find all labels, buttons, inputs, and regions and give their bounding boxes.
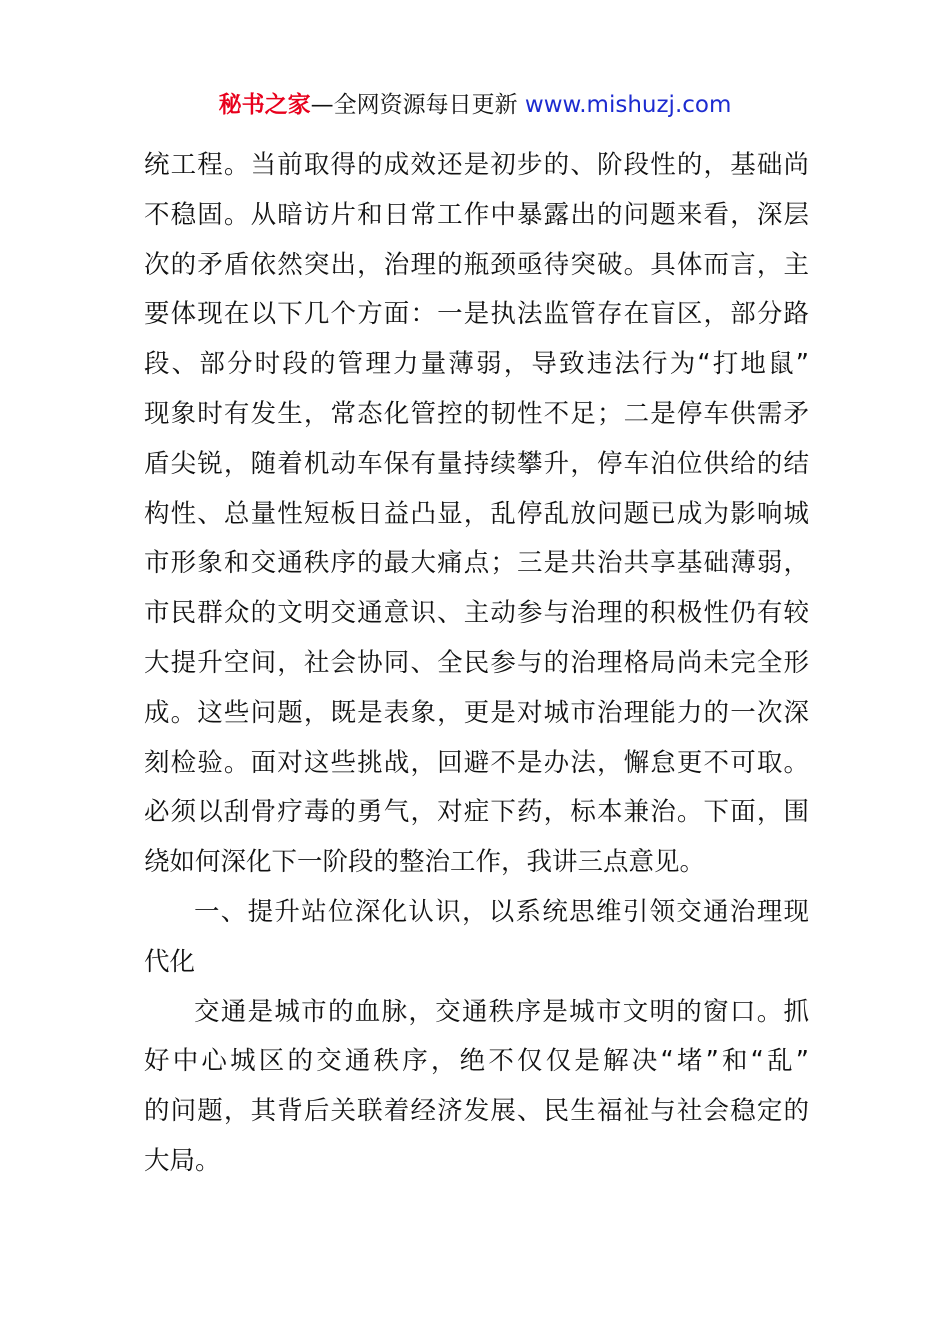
text-line: 大提升空间，社会协同、全民参与的治理格局尚未完全形 (144, 647, 809, 678)
text-line: 不稳固。从暗访片和日常工作中暴露出的问题来看，深层 (144, 199, 809, 230)
text-line: 次的矛盾依然突出，治理的瓶颈亟待突破。具体而言，主 (144, 249, 809, 280)
section-heading-line: 一、提升站位深化认识，以系统思维引领交通治理现 (194, 896, 809, 927)
text-line: 刻检验。面对这些挑战，回避不是办法，懈怠更不可取。 (144, 747, 809, 778)
text-line: 构性、总量性短板日益凸显，乱停乱放问题已成为影响城 (144, 498, 809, 529)
text-line: 必须以刮骨疗毒的勇气，对症下药，标本兼治。下面，围 (144, 797, 809, 828)
text-line: 成。这些问题，既是表象，更是对城市治理能力的一次深 (144, 697, 809, 728)
site-url: www.mishuzj.com (524, 92, 732, 118)
text-line: 统工程。当前取得的成效还是初步的、阶段性的，基础尚 (144, 150, 809, 180)
section-heading-line: 代化 (144, 946, 196, 977)
text-line: 大局。 (144, 1145, 221, 1176)
text-line: 绕如何深化下一阶段的整治工作，我讲三点意见。 (144, 847, 706, 878)
text-line: 段、部分时段的管理力量薄弱，导致违法行为“打地鼠” (144, 349, 809, 380)
text-line: 好中心城区的交通秩序，绝不仅仅是解决“堵”和“乱” (144, 1046, 809, 1077)
text-line: 的问题，其背后关联着经济发展、民生福祉与社会稳定的 (144, 1096, 809, 1127)
document-body (144, 141, 809, 1187)
text-line: 现象时有发生，常态化管控的韧性不足；二是停车供需矛 (144, 398, 809, 429)
text-line: 市民群众的文明交通意识、主动参与治理的积极性仍有较 (144, 598, 809, 629)
text-line: 交通是城市的血脉，交通秩序是城市文明的窗口。抓 (194, 996, 809, 1027)
text-line: 市形象和交通秩序的最大痛点；三是共治共享基础薄弱， (144, 548, 809, 579)
site-slogan: —全网资源每日更新 (310, 92, 518, 118)
watermark-header (0, 88, 950, 122)
text-line: 盾尖锐，随着机动车保有量持续攀升，停车泊位供给的结 (144, 448, 809, 479)
text-line: 要体现在以下几个方面：一是执法监管存在盲区，部分路 (144, 299, 809, 330)
site-brand: 秘书之家 (218, 92, 311, 118)
